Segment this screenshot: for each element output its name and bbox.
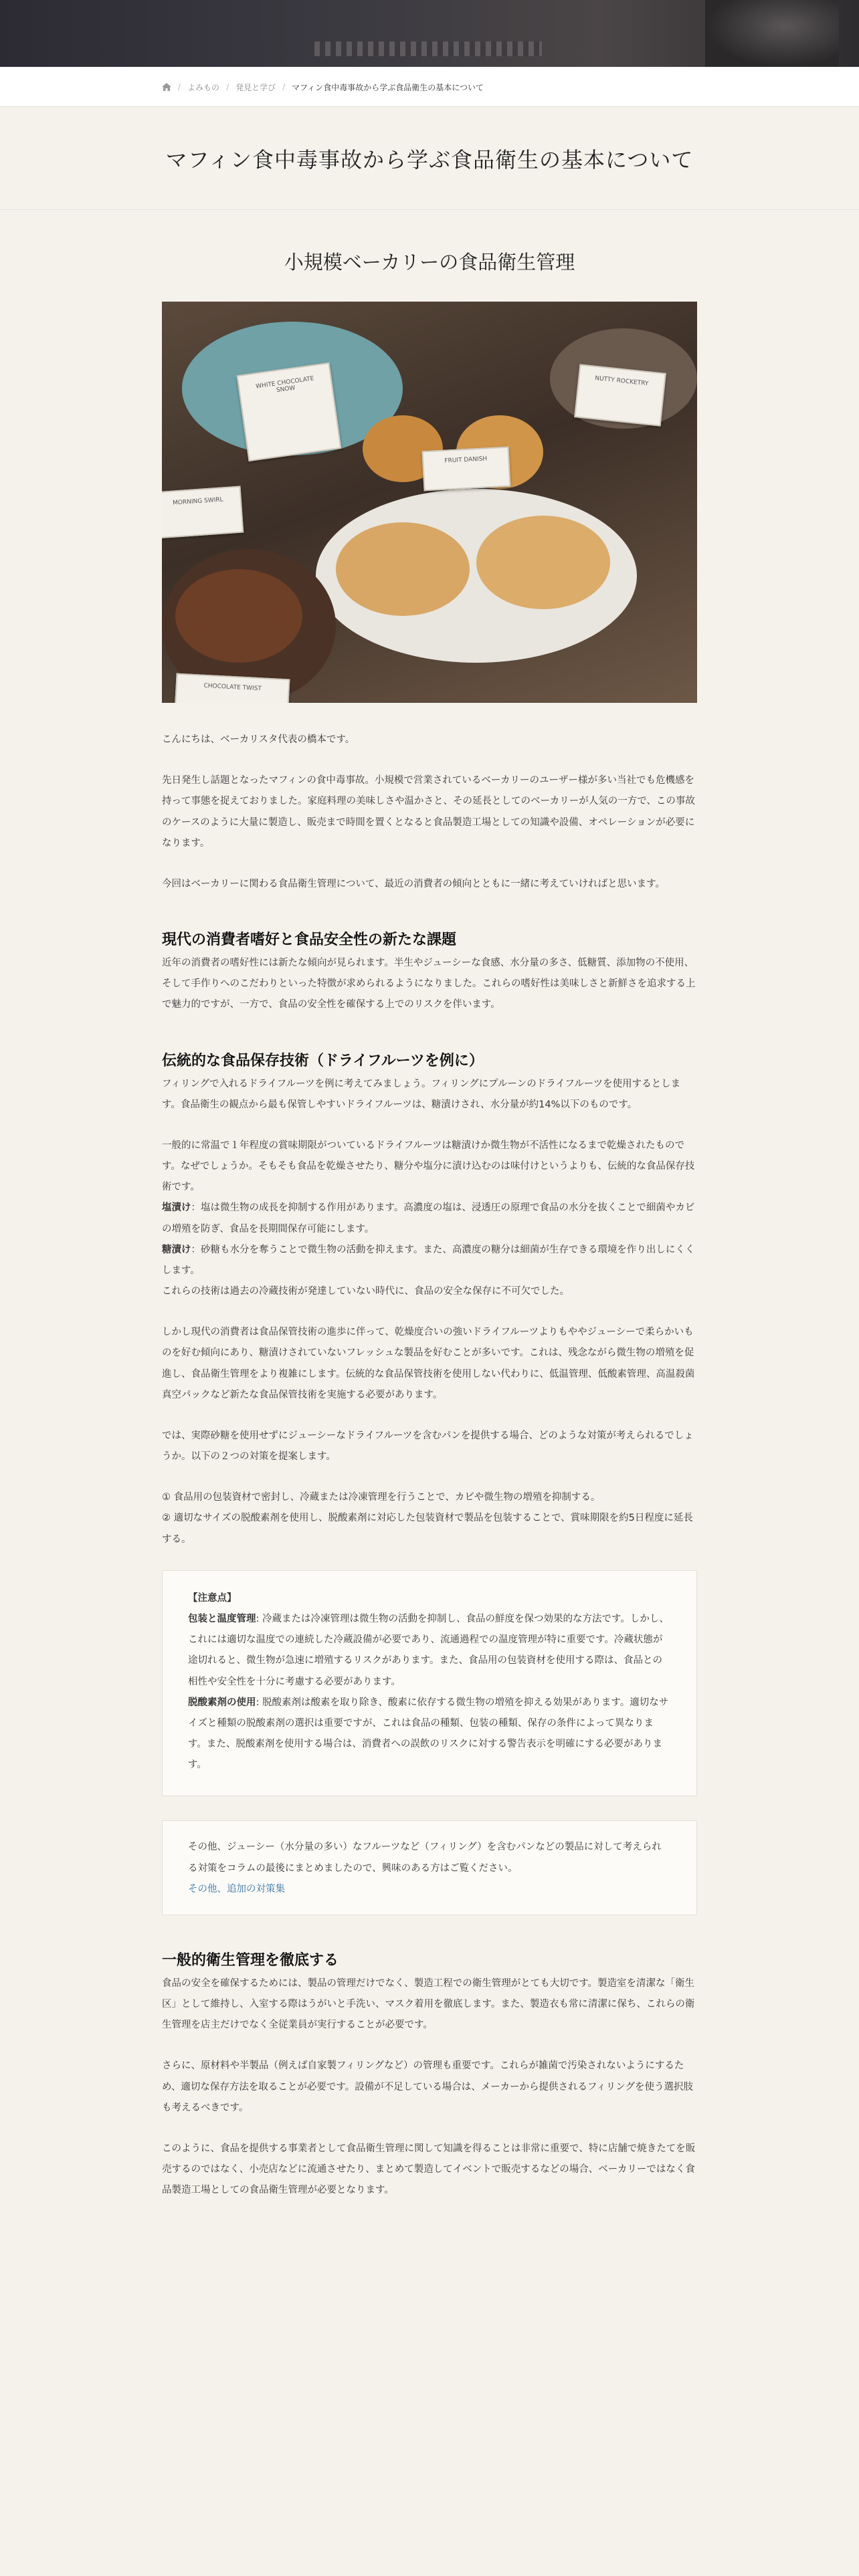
caution-item-label: 包装と温度管理: [188, 1613, 256, 1624]
label-card-text: WHITE CHOCOLATE SNOW: [255, 375, 315, 395]
caution-item-text: : 脱酸素剤は酸素を取り除き、酸素に依存する微生物の増殖を抑える効果があります。適切なサイズと種類の脱酸素剤の選択は重要ですが、これは食品の種類、包装の種類、保存の条件によって異なります。また、脱酸素剤を使用する場合は、消費者への誤飲のリスクに対する警告表示を明確にする必要があります。: [188, 1697, 669, 1771]
breadcrumb: [162, 67, 697, 107]
caution-title: 【注意点】: [188, 1592, 237, 1604]
additional-measures-link[interactable]: その他、追加の対策集: [188, 1883, 285, 1895]
bakery-photo: [162, 302, 697, 703]
intro-paragraph: 今回はベーカリーに関わる食品衛生管理について、最近の消費者の傾向とともに一緒に考えていければと思います。: [162, 878, 665, 889]
section-heading: 一般的衛生管理を徹底する: [162, 1951, 339, 1969]
label-card: [574, 364, 666, 426]
breadcrumb-separator: /: [178, 82, 181, 92]
pastry-shape: [476, 516, 610, 609]
additional-measures-text: その他、ジューシー（水分量の多い）なフルーツなど（フィリング）を含むパンなどの製品に対して考えられる対策をコラムの最後にまとめましたので、興味のある方はご覧ください。: [188, 1842, 662, 1874]
breadcrumb-current: マフィン食中毒事故から学ぶ食品衛生の基本について: [292, 82, 484, 92]
label-card-text: MORNING SWIRL: [172, 496, 223, 507]
caution-item: [188, 1693, 671, 1776]
section-heading: 現代の消費者嗜好と食品安全性の新たな課題: [162, 932, 457, 949]
breadcrumb-bar: [0, 67, 859, 107]
pastry-shape: [175, 569, 302, 663]
label-card-text: CHOCOLATE TWIST: [203, 682, 262, 693]
section-paragraph: フィリングで入れるドライフルーツを例に考えてみましょう。フィリングにプルーンのドライフルーツを使用するとします。食品衛生の観点から最も保管しやすいドライフルーツは、糖漬けされ、水分量が約14%以下のものです。: [162, 1078, 681, 1110]
measure-item: ② 適切なサイズの脱酸素剤を使用し、脱酸素剤に対応した包装資材で製品を包装することで、賞味期限を約5日程度に延長する。: [162, 1513, 693, 1545]
section-paragraph: 食品の安全を確保するためには、製品の管理だけでなく、製造工程での衛生管理がとても大切です。製造室を清潔な「衛生区」として維持し、入室する際はうがいと手洗い、マスク着用を徹底します。また、製造衣も常に清潔に保ち、これらの衛生管理を店主だけでなく全従業員が実行することが必要です。: [162, 1977, 695, 2031]
sugar-text: ：砂糖も水分を奪うことで微生物の活動を抑えます。また、高濃度の糖分は細菌が生存できる環境を作り出しにくくします。: [162, 1244, 695, 1276]
section-paragraph: これらの技術は過去の冷蔵技術が発達していない時代に、食品の安全な保存に不可欠でした。: [162, 1286, 569, 1297]
intro-paragraph: こんにちは、ベーカリスタ代表の橋本です。: [162, 734, 355, 745]
breadcrumb-separator: /: [226, 82, 229, 92]
hero-banner: [0, 0, 859, 67]
salt-label: 塩漬け: [162, 1202, 191, 1214]
label-card: [175, 673, 290, 703]
pastry-shape: [336, 522, 470, 616]
section-paragraph: 一般的に常温で１年程度の賞味期限がついているドライフルーツは糖漬けか微生物が不活性になるまで乾燥されたものです。なぜでしょうか。そもそも食品を乾燥させたり、糖分や塩分に漬け込むのは味付けというよりも、伝統的な食品保存技術です。: [162, 1140, 695, 1193]
hero-shelf-decoration: [314, 41, 542, 56]
salt-paragraph: [162, 1198, 697, 1239]
breadcrumb-item-yomimono[interactable]: よみもの: [187, 82, 220, 92]
breadcrumb-separator: /: [282, 82, 286, 92]
caution-item-text: : 冷蔵または冷凍管理は微生物の活動を抑制し、食品の鮮度を保つ効果的な方法です。しかし、これには適切な温度での連続した冷蔵設備が必要であり、流通過程での温度管理が特に重要です。冷蔵状態が途切れると、微生物が急速に増殖するリスクがあります。また、食品用の包装資材を使用する際は、食品との相性や安全性を十分に考慮する必要があります。: [188, 1613, 669, 1687]
section-heading: 伝統的な食品保存技術（ドライフルーツを例に）: [162, 1052, 484, 1069]
page-bottom-spacer: [162, 2221, 697, 2248]
hero-figure-decoration: [705, 0, 839, 67]
home-icon[interactable]: [162, 83, 171, 91]
breadcrumb-item-discovery[interactable]: 発見と学び: [235, 82, 276, 92]
label-card: [237, 362, 342, 461]
label-card: [422, 447, 511, 492]
caution-box: [162, 1570, 697, 1797]
label-card-text: FRUIT DANISH: [444, 455, 488, 465]
sugar-paragraph: [162, 1240, 697, 1281]
section-paragraph: では、実際砂糖を使用せずにジューシーなドライフルーツを含むパンを提供する場合、どのような対策が考えられるでしょうか。以下の２つの対策を提案します。: [162, 1430, 694, 1463]
intro-paragraph: 先日発生し話題となったマフィンの食中毒事故。小規模で営業されているベーカリーのユーザー様が多い当社でも危機感を持って事態を捉えておりました。家庭料理の美味しさや温かさと、その延長としてのベーカリーが人気の一方で、この事故のケースのように大量に製造し、販売まで時間を置くとなると食品製造工場としての知識や設備、オペレーションが必要になります。: [162, 775, 695, 849]
label-card-text: NUTTY ROCKETRY: [594, 374, 649, 388]
article: [162, 210, 697, 2248]
section-paragraph: しかし現代の消費者は食品保管技術の進歩に伴って、乾燥度合いの強いドライフルーツよりもややジューシーで柔らかいものを好む傾向にあり、糖漬けされていないフレッシュな製品を好むことが多いです。これは、残念ながら微生物の増殖を促進し、食品衛生管理をより複雑にします。伝統的な食品保管技術を使用しない代わりに、低温管理、低酸素管理、高温殺菌真空パックなど新たな食品保管技術を実施する必要があります。: [162, 1327, 695, 1400]
article-title: 小規模ベーカリーの食品衛生管理: [284, 251, 575, 274]
caution-item-label: 脱酸素剤の使用: [188, 1697, 256, 1708]
caution-item: [188, 1609, 671, 1693]
title-band: [0, 107, 859, 210]
page-title: マフィン食中毒事故から学ぶ食品衛生の基本について: [165, 146, 694, 173]
label-card: [162, 486, 244, 539]
section-paragraph: 近年の消費者の嗜好性には新たな傾向が見られます。半生やジューシーな食感、水分量の多さ、低糖質、添加物の不使用、そして手作りへのこだわりといった特徴が求められるようになりました。これらの嗜好性は美味しさと新鮮さを追求する上で魅力的ですが、一方で、食品の安全性を確保する上でのリスクを伴います。: [162, 958, 696, 1010]
salt-text: ：塩は微生物の成長を抑制する作用があります。高濃度の塩は、浸透圧の原理で食品の水分を抜くことで細菌やカビの増殖を防ぎ、食品を長期間保存可能にします。: [162, 1202, 695, 1235]
measure-item: ① 食品用の包装資材で密封し、冷蔵または冷凍管理を行うことで、カビや微生物の増殖を抑制する。: [162, 1492, 601, 1503]
additional-measures-box: [162, 1820, 697, 1915]
section-paragraph: さらに、原材料や半製品（例えば自家製フィリングなど）の管理も重要です。これらが雑菌で汚染されないようにするため、適切な保存方法を取ることが必要です。設備が不足している場合は、メーカーから提供されるフィリングを使う選択肢も考えるべきです。: [162, 2060, 694, 2113]
sugar-label: 糖漬け: [162, 1244, 191, 1255]
section-paragraph: このように、食品を提供する事業者として食品衛生管理に関して知識を得ることは非常に重要で、特に店舗で焼きたてを販売するのではなく、小売店などに流通させたり、まとめて製造してイベントで販売するなどの場合、ベーカリーではなく食品製造工場としての食品衛生管理が必要となります。: [162, 2143, 696, 2196]
